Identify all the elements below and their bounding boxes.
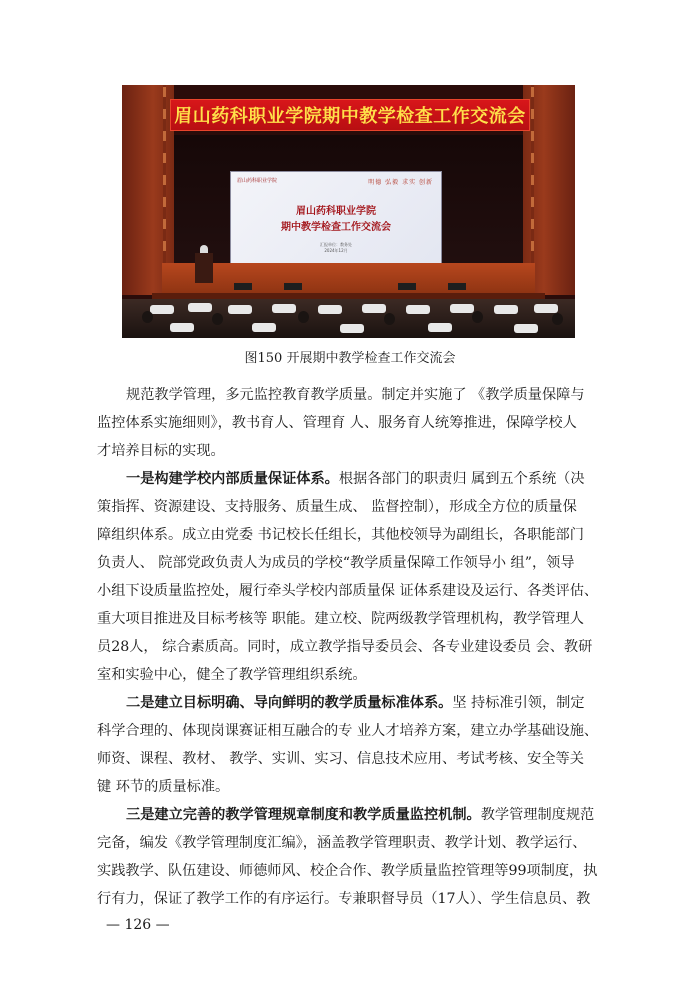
paragraph-line: 三是建立完善的教学管理规章制度和教学质量监控机制。教学管理制度规范	[126, 807, 595, 823]
figure-caption: 图150 开展期中教学检查工作交流会	[244, 351, 456, 366]
seat	[228, 305, 252, 314]
paragraph-line: 监控体系实施细则》，教书育人、管理育 人、服务育人统筹推进，保障学校人	[97, 415, 577, 431]
paragraph-line: 障组织体系。成立由党委 书记校长任组长，其他校领导为副组长，各职能部门	[97, 527, 584, 543]
seat	[450, 304, 474, 313]
seat	[406, 305, 430, 314]
paragraph-line: 室和实验中心，健全了教学管理组织系统。	[97, 667, 367, 683]
screen-motto: 明德 弘毅 求实 创新	[368, 179, 433, 186]
seat	[340, 324, 364, 333]
screen-title-line1: 眉山药科职业学院	[296, 206, 376, 217]
seat	[150, 305, 174, 314]
audience-head	[212, 313, 223, 325]
red-banner	[170, 99, 530, 131]
seat	[494, 305, 518, 314]
paragraph-line: 师资、课程、教材、 教学、实训、实习、信息技术应用、考试考核、安全等关	[97, 751, 584, 767]
stage-monitor	[448, 283, 466, 290]
section-heading: 一是构建学校内部质量保证体系。	[126, 471, 339, 487]
paragraph-line: 二是建立目标明确、导向鲜明的教学质量标准体系。坚 持标准引领，制定	[126, 695, 585, 711]
seat	[170, 323, 194, 332]
seat	[318, 305, 342, 314]
section-heading: 三是建立完善的教学管理规章制度和教学质量监控机制。	[126, 807, 481, 823]
paragraph-line: 行有力，保证了教学工作的有序运行。专兼职督导员（17人）、学生信息员、教	[97, 891, 591, 907]
screen-logo-text: 眉山药科职业学院	[237, 178, 278, 184]
seat	[428, 323, 452, 332]
stage-monitor	[398, 283, 416, 290]
podium	[195, 253, 213, 283]
conference-photo	[122, 85, 575, 338]
screen-title-line2: 期中教学检查工作交流会	[281, 222, 391, 233]
audience-seating	[122, 299, 575, 338]
audience-head	[552, 313, 563, 325]
paragraph-line: 策指挥、资源建设、支持服务、质量生成、 监督控制），形成全方位的质量保	[97, 499, 577, 515]
seat	[534, 304, 558, 313]
paragraph-line: 一是构建学校内部质量保证体系。根据各部门的职责归 属到五个系统（决	[126, 471, 585, 487]
audience-head	[142, 311, 153, 323]
paragraph-line: 科学合理的、体现岗课赛证相互融合的专 业人才培养方案，建立办学基础设施、	[97, 723, 599, 739]
paragraph-line: 小组下设质量监控处，履行牵头学校内部质量保 证体系建设及运行、各类评估、	[97, 583, 599, 599]
paragraph-line: 员28人， 综合素质高。同时，成立教学指导委员会、各专业建设委员 会、教研	[97, 639, 593, 655]
audience-head	[384, 313, 395, 325]
seat	[272, 304, 296, 313]
paragraph-line: 键 环节的质量标准。	[97, 779, 230, 795]
page-number: — 126 —	[106, 917, 170, 933]
stage-monitor	[234, 283, 252, 290]
seat	[188, 303, 212, 312]
stage-floor	[162, 263, 535, 295]
paragraph-line: 负责人、 院部党政负责人为成员的学校“教学质量保障工作领导小 组”，领导	[97, 555, 575, 571]
seat	[362, 304, 386, 313]
screen-subline-2: 2024年12月	[324, 248, 348, 253]
seat	[514, 324, 538, 333]
banner-text: 眉山药科职业学院期中教学检查工作交流会	[174, 106, 526, 127]
seat	[252, 323, 276, 332]
screen-subline-1: 汇报单位：教务处	[320, 242, 352, 247]
stage-monitor	[284, 283, 302, 290]
paragraph-line: 实践教学、队伍建设、师德师风、校企合作、教学质量监控管理等99项制度，执	[97, 863, 598, 879]
paragraph-line: 规范教学管理，多元监控教育教学质量。制定并实施了 《教学质量保障与	[126, 387, 585, 403]
audience-head	[472, 311, 483, 323]
audience-head	[298, 311, 309, 323]
section-heading: 二是建立目标明确、导向鲜明的教学质量标准体系。	[126, 695, 453, 711]
paragraph-line: 重大项目推进及目标考核等 职能。建立校、院两级教学管理机构，教学管理人	[97, 611, 584, 627]
projection-screen	[230, 171, 442, 273]
paragraph-line: 完备，编发《教学管理制度汇编》，涵盖教学管理职责、教学计划、教学运行、	[97, 835, 587, 851]
paragraph-line: 才培养目标的实现。	[97, 443, 225, 459]
